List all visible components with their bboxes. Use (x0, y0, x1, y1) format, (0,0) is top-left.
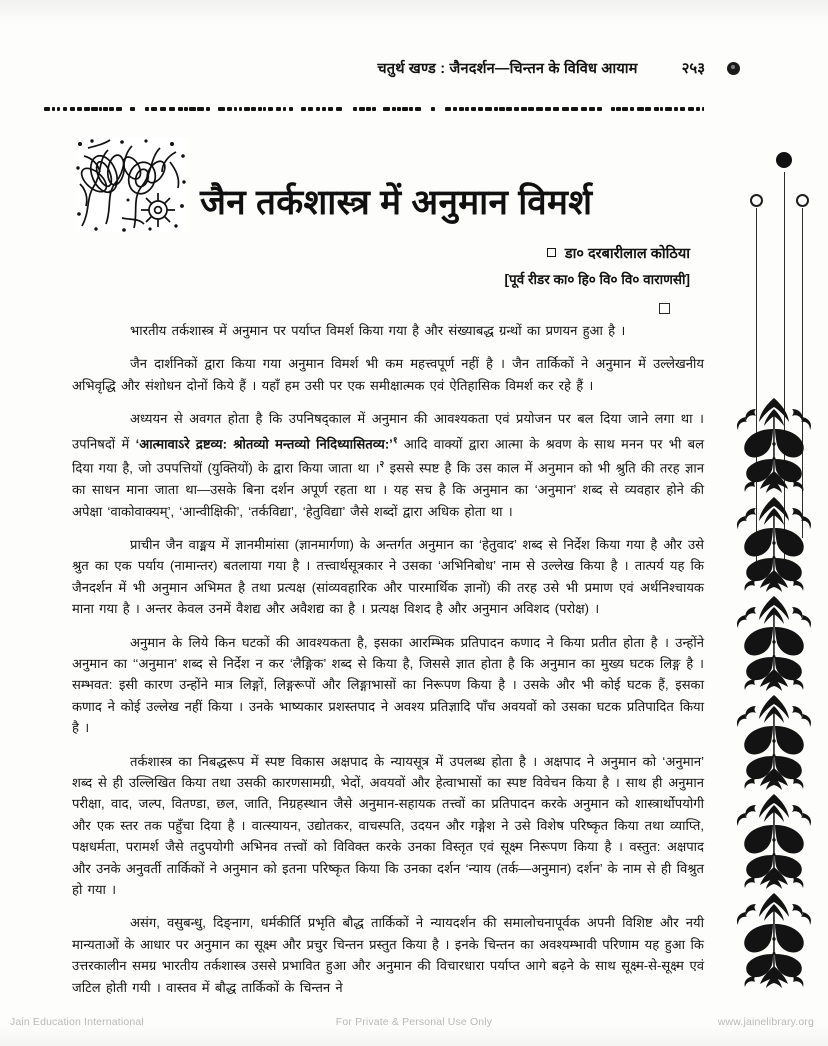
page-footer (0, 1016, 828, 1028)
paisley-floral-motif-icon (726, 890, 822, 989)
lotus-floral-block-icon (76, 138, 188, 232)
pin-head-center-icon (776, 152, 792, 168)
para3-part-c: इससे स्पष्ट है कि उस काल में अनुमान को भी श्रुति की तरह ज्ञान का साधन माना जाता था—उसके बिना दर्शन अपूर्ण रहता था । यह सच है कि अनुमान का ‘अनुमान’ शब्द से व्यवहार होने की अपेक्षा ‘वाकोवाक्यम्’, ‘आन्वीक्षिकी’, ‘तर्कविद्या’, ‘हेतुविद्या’ जैसे शब्दों द्वारा अधिक होता था । (72, 460, 704, 519)
paisley-motif-column (726, 395, 822, 989)
footer-center-text: For Private & Personal Use Only (335, 1016, 493, 1028)
pin-head-left-icon (750, 194, 763, 207)
paisley-floral-motif-icon (726, 494, 822, 593)
square-bullet-icon (547, 248, 556, 257)
article-title: जैन तर्कशास्त्र में अनुमान विमर्श (200, 183, 593, 223)
author-line (300, 243, 690, 263)
para3-part-b: आदि वाक्यों द्वारा आत्मा के श्रवण के साथ मनन पर भी बल दिया गया है, जो उपपत्तियों (युक्तियों) के द्वारा किया जाता था । (72, 435, 704, 476)
para3-part-a: अध्ययन से अवगत होता है कि उपनिषद्काल में अनुमान की आवश्यकता एवं प्रयोजन पर बल दिया जाने लगा था । उपनिषदों में (72, 411, 704, 451)
scan-edge-top (0, 0, 828, 26)
paisley-floral-motif-icon (726, 593, 822, 692)
author-name: डा० दरबारीलाल कोठिया (564, 246, 690, 262)
paisley-floral-motif-icon (726, 692, 822, 791)
author-affiliation: [पूर्व रीडर का० हि० वि० वि० वाराणसी] (504, 272, 690, 287)
paisley-floral-motif-icon (726, 395, 822, 494)
paragraph-6: तर्कशास्त्र का निबद्धरूप में स्पष्ट विकास अक्षपाद के न्यायसूत्र में उपलब्ध होता है । अक्षपाद ने अनुमान को ‘अनुमान’ शब्द से ही उल्लिखित किया तथा उसकी कारणसामग्री, भेदों, अवयवों और हेत्वाभासों का स्पष्ट विवेचन किया है । साथ ही अनुमान परीक्षा, वाद, जल्प, वितण्डा, छल, जाति, निग्रहस्थान जैसे अनुमान-सहायक तत्त्वों का प्रतिपादन करके अनुमान को शास्त्रार्थोपयोगी और एक स्तर तक पहुँचा दिया है । वात्स्यायन, उद्योतकर, वाचस्पति, उदयन और गङ्गेश ने उसे विशेष परिष्कृत किया तथा व्याप्ति, पक्षधर्मता, परामर्श जैसे तदुपयोगी अभिनव तत्त्वों को विविक्त करके उनका विस्तृत एवं सूक्ष्म निरूपण किया है । वस्तुत: अक्षपाद और उनके अनुवर्ती तार्किकों ने अनुमान को इतना परिष्कृत किया कि उनका दर्शन ‘न्याय (तर्क—अनुमान) दर्शन’ के नाम से ही विश्रुत हो गया । (72, 753, 704, 898)
sanskrit-quotation: ‘आत्मावाऽरे द्रष्टव्य: श्रोतव्यो मन्तव्यो निदिध्यासितव्य:’ (135, 435, 393, 451)
square-mark-icon (659, 303, 670, 314)
running-header (0, 58, 740, 78)
beaded-divider-rule (44, 104, 704, 114)
paragraph-1: भारतीय तर्कशास्त्र में अनुमान पर पर्याप्त विमर्श किया गया है और संख्याबद्ध ग्रन्थों का प्रणयन हुआ है । (130, 323, 626, 338)
body-text-column (72, 320, 704, 1008)
pin-head-right-icon (796, 194, 809, 207)
footer-right-text: www.jainelibrary.org (717, 1016, 814, 1028)
running-header-title: चतुर्थ खण्ड : जैनदर्शन—चिन्तन के विविध आयाम (377, 61, 638, 77)
page-number: २५३ (681, 60, 705, 77)
margin-decoration (726, 150, 822, 1020)
footnote-marker-2: २ (379, 459, 385, 470)
byline (300, 243, 690, 288)
paragraph-4: प्राचीन जैन वाङ्मय में ज्ञानमीमांसा (ज्ञानमार्गणा) के अन्तर्गत अनुमान का ‘हेतुवाद’ शब्द से निर्देश किया गया है और उसे श्रुत का एक पर्याय (नामान्तर) बतलाया गया है । तत्त्वार्थसूत्रकार ने उसका ‘अभिनिबोध’ नाम से उल्लेख किया है । तात्पर्य यह कि जैनदर्शन में भी अनुमान अभिमत है तथा प्रत्यक्ष (सांव्यवहारिक और पारमार्थिक ज्ञानों) की तरह उसे भी प्रमाण एवं अर्थनिश्चायक माना गया है । अन्तर केवल उनमें वैशद्य और अवैशद्य का है । प्रत्यक्ष विशद है और अनुमान अविशद (परोक्ष) । (72, 536, 704, 617)
paragraph-5: अनुमान के लिये किन घटकों की आवश्यकता है, इसका आरम्भिक प्रतिपादन कणाद ने किया प्रतीत होता है । उन्होंने अनुमान का ‘‘अनुमान’ शब्द से निर्देश न कर ‘लैङ्गिक’ शब्द से किया है, जिससे ज्ञात होता है कि अनुमान का मुख्य घटक लिङ्ग है । सम्भवत: इसी कारण उन्होंने मात्र लिङ्गों, लिङ्गरूपों और लिङ्गाभासों का निरूपण किया है । उसके और भी कोई घटक हैं, इसका कणाद ने कोई उल्लेख नहीं किया । उनके भाष्यकार प्रशस्तपाद ने अवश्य प्रतिज्ञादि पाँच अवयवों को उसका घटक प्रतिपादित किया है । (72, 634, 704, 736)
header-bullet-icon (727, 62, 740, 75)
paragraph-2: जैन दार्शनिकों द्वारा किया गया अनुमान विमर्श भी कम महत्त्वपूर्ण नहीं है । जैन तार्किकों ने अनुमान में उल्लेखनीय अभिवृद्धि और संशोधन दोनों किये हैं । यहाँ हम उसी पर एक समीक्षात्मक एवं ऐतिहासिक विमर्श कर रहे हैं । (72, 356, 704, 393)
scan-edge-bottom (0, 1026, 828, 1046)
paisley-floral-motif-icon (726, 791, 822, 890)
footer-left-text: Jain Education International (10, 1016, 144, 1028)
paragraph-3 (72, 408, 704, 522)
footnote-marker-1: १ (392, 434, 398, 445)
paragraph-7: असंग, वसुबन्धु, दिङ्‌नाग, धर्मकीर्ति प्रभृति बौद्ध तार्किकों ने न्यायदर्शन की समालोचनापूर्वक अपनी विशिष्ट और नयी मान्यताओं के आधार पर अनुमान का सूक्ष्म और प्रचुर चिन्तन प्रस्तुत किया है । इनके चिन्तन का अवश्यम्भावी परिणाम यह हुआ कि उत्तरकालीन समग्र भारतीय तर्कशास्त्र उससे प्रभावित हुआ और अनुमान की विचारधारा पर्याप्त आगे बढ़ने के साथ सूक्ष्म-से-सूक्ष्म एवं जटिल होती गयी । वास्तव में बौद्ध तार्किकों के चिन्तन ने (72, 915, 704, 995)
